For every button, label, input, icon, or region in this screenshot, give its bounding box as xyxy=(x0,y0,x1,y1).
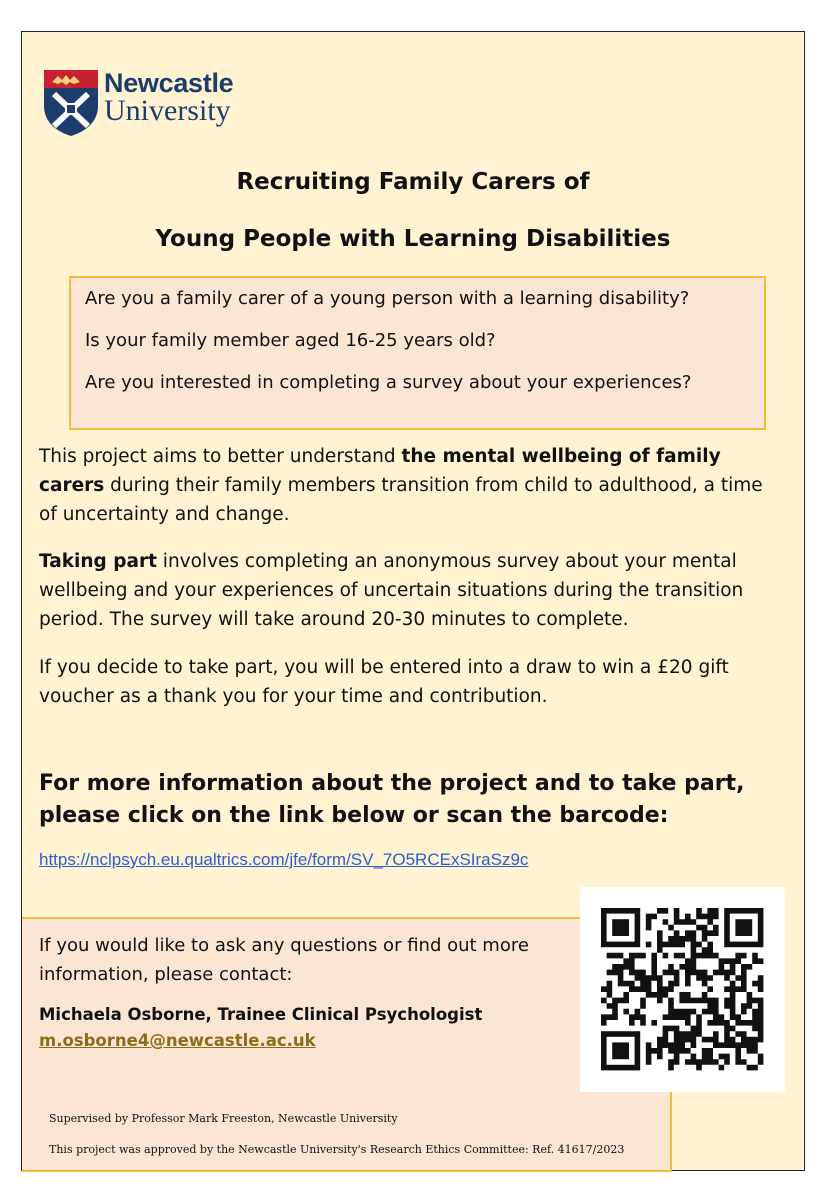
qr-finder-pattern xyxy=(601,908,640,947)
survey-link[interactable]: https://nclpsych.eu.qualtrics.com/jfe/form/SV_7O5RCExSIraSz9c xyxy=(39,850,529,869)
taking-part-paragraph: Taking part involves completing an anonymous survey about your mental wellbeing and your experiences of uncertain situations during the transition period. The survey will take around 20-30 minutes to complete. xyxy=(39,551,744,630)
prize-draw-paragraph: If you decide to take part, you will be entered into a draw to win a £20 gift voucher as a thank you for your time and contribution. xyxy=(39,657,729,707)
contact-box xyxy=(22,917,672,1172)
logo-text-newcastle: Newcastle xyxy=(104,68,234,98)
project-aims-paragraph: This project aims to better understand the mental wellbeing of family carers during their family members transition from child to adulthood, a time of uncertainty and change. xyxy=(39,446,763,525)
title-line-2: Young People with Learning Disabilities xyxy=(155,226,671,252)
qr-finder-pattern xyxy=(601,1031,640,1070)
question-1: Are you a family carer of a young person with a learning disability? xyxy=(85,288,690,309)
title-line-1: Recruiting Family Carers of xyxy=(236,169,590,195)
university-crest-icon xyxy=(42,68,100,138)
supervision-note: Supervised by Professor Mark Freeston, Newcastle University xyxy=(49,1112,398,1125)
logo-text-university: University xyxy=(104,94,231,127)
question-2: Is your family member aged 16-25 years old? xyxy=(85,330,496,351)
poster xyxy=(21,31,805,1171)
ethics-approval-note: This project was approved by the Newcastle University's Research Ethics Committee: Ref. 41617/2023 xyxy=(49,1143,625,1156)
qr-code-image xyxy=(580,887,785,1092)
contact-email-link[interactable]: m.osborne4@newcastle.ac.uk xyxy=(39,1031,316,1050)
call-to-action-heading: For more information about the project and to take part, please click on the link below or scan the barcode: xyxy=(39,771,745,828)
question-3: Are you interested in completing a survey about your experiences? xyxy=(85,372,692,393)
aims-emphasis: the mental wellbeing of family carers xyxy=(39,446,721,496)
contact-intro: If you would like to ask any questions or find out more information, please contact: xyxy=(39,935,529,985)
qr-finder-pattern xyxy=(724,908,763,947)
eligibility-questions-box xyxy=(69,276,766,430)
taking-part-emphasis: Taking part xyxy=(39,551,157,572)
qr-code[interactable] xyxy=(580,887,785,1092)
university-logo xyxy=(42,68,252,140)
contact-name: Michaela Osborne, Trainee Clinical Psychologist xyxy=(39,1005,483,1024)
